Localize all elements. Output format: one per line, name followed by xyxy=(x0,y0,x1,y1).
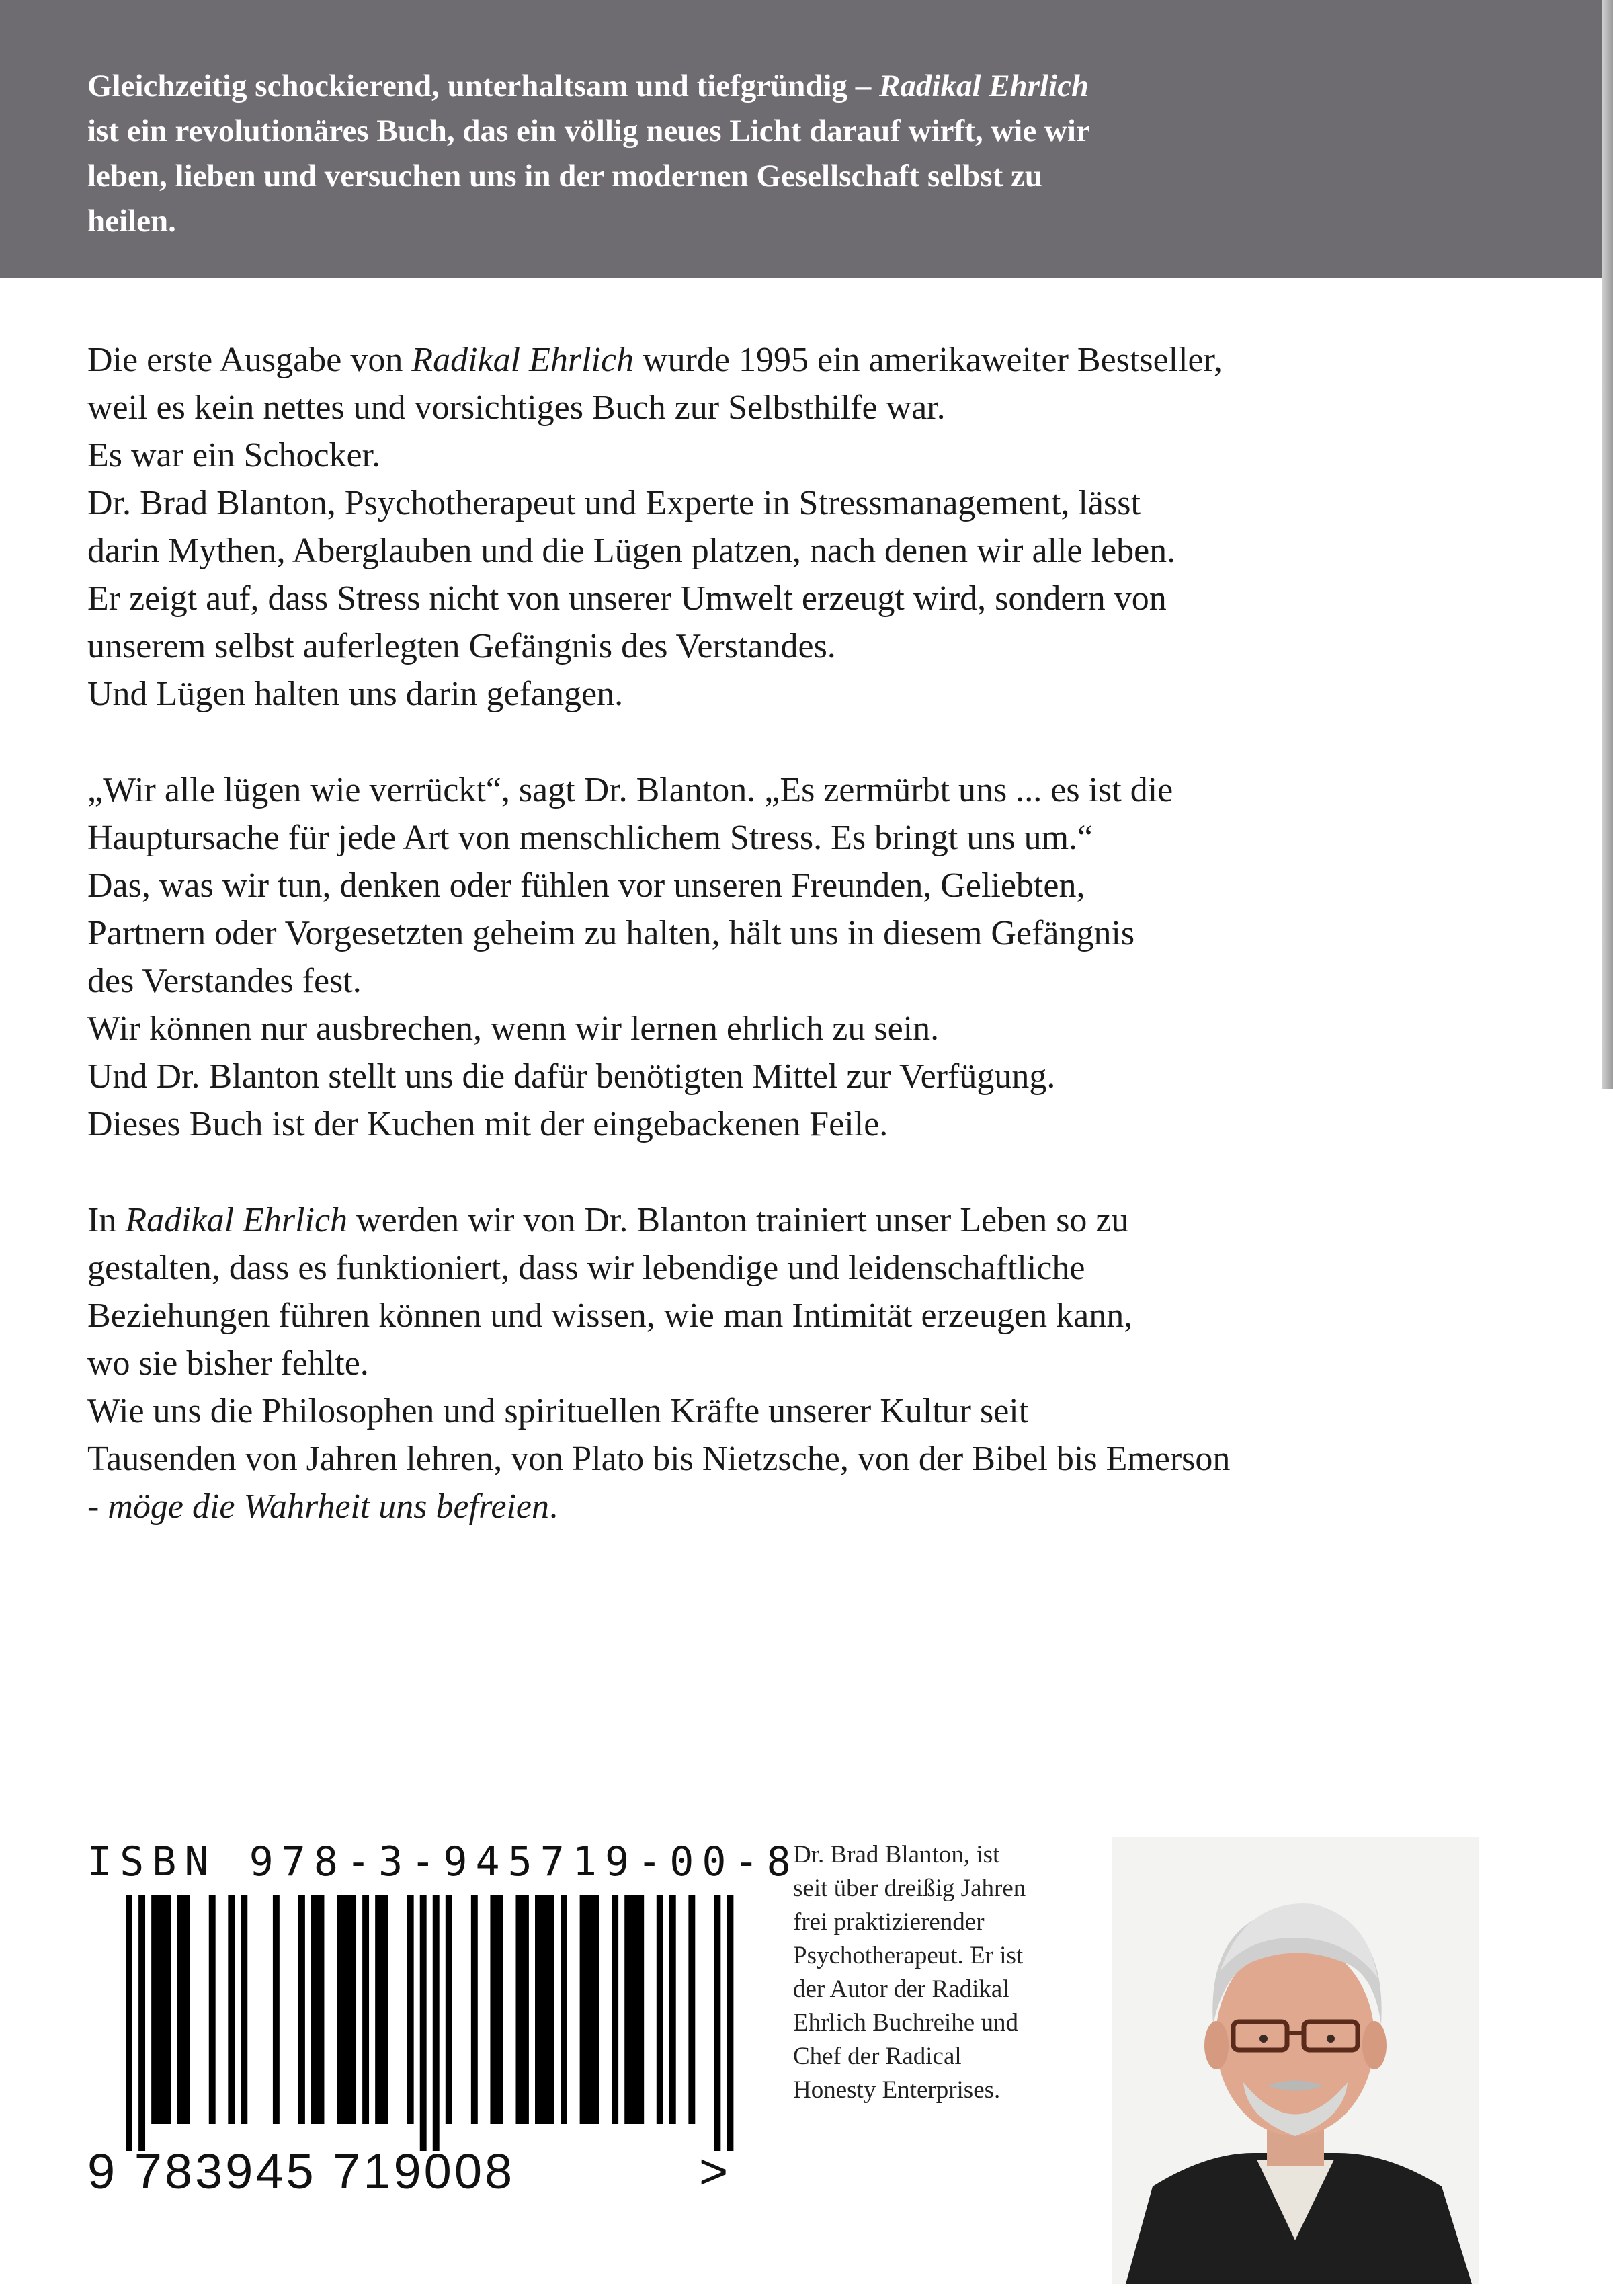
paragraph-3 xyxy=(87,1196,1553,1530)
barcode-bar xyxy=(298,1895,305,2124)
barcode-bar xyxy=(420,1895,427,2151)
paragraph-2 xyxy=(87,766,1553,1148)
barcode-bar xyxy=(158,1895,165,2124)
barcode-bar xyxy=(714,1895,720,2151)
body-line: Das, was wir tun, denken oder fühlen vor unseren Freunden, Geliebten, xyxy=(87,866,1085,905)
book-title-italic: Radikal Ehrlich xyxy=(879,69,1089,104)
barcode-bar xyxy=(637,1895,644,2124)
barcode-bar xyxy=(490,1895,497,2124)
body-line: Er zeigt auf, dass Stress nicht von unserer Umwelt erzeugt wird, sondern von xyxy=(87,579,1167,618)
barcode-bar xyxy=(727,1895,733,2151)
barcode-bar xyxy=(311,1895,318,2124)
barcode-bar xyxy=(318,1895,325,2124)
barcode-bar xyxy=(515,1895,522,2124)
back-cover-body xyxy=(87,336,1553,1579)
author-bio-line: Ehrlich Buchreihe und xyxy=(793,2009,1018,2037)
header-line-2: ist ein revolutionäres Buch, das ein völlig neues Licht darauf wirft, wie wir xyxy=(87,114,1090,149)
barcode-bar xyxy=(631,1895,638,2124)
closing-quote-italic: möge die Wahrheit uns befreien xyxy=(108,1487,549,1526)
book-title-italic: Radikal Ehrlich xyxy=(125,1201,348,1239)
barcode-bar xyxy=(535,1895,542,2124)
author-bio-line: frei praktizierender xyxy=(793,1908,985,1936)
barcode-bar xyxy=(126,1895,132,2151)
barcode-bar xyxy=(228,1895,235,2124)
body-line: Die erste Ausgabe von Radikal Ehrlich wurde 1995 ein amerikaweiter Bestseller, xyxy=(87,341,1223,379)
barcode-bar xyxy=(522,1895,529,2124)
header-line-4: heilen. xyxy=(87,204,176,239)
body-line: „Wir alle lügen wie verrückt“, sagt Dr. Blanton. „Es zermürbt uns ... es ist die xyxy=(87,771,1173,809)
barcode-bar xyxy=(382,1895,388,2124)
body-line: des Verstandes fest. xyxy=(87,962,362,1000)
barcode-bar xyxy=(542,1895,548,2124)
barcode-bar xyxy=(241,1895,247,2124)
barcode-bar xyxy=(669,1895,676,2124)
book-spine-edge xyxy=(1602,0,1613,1089)
barcode-bar xyxy=(433,1895,440,2151)
barcode-bar xyxy=(337,1895,343,2124)
barcode-bar xyxy=(586,1895,593,2124)
barcode-bar xyxy=(497,1895,503,2124)
header-blurb xyxy=(87,64,1515,244)
body-line: weil es kein nettes und vorsichtiges Buch zur Selbsthilfe war. xyxy=(87,388,946,427)
barcode-bar xyxy=(580,1895,587,2124)
isbn-label: ISBN 978-3-945719-00-8 xyxy=(87,1838,799,1885)
barcode-bar xyxy=(561,1895,567,2124)
barcode-bar xyxy=(407,1895,414,2124)
body-line: Und Lügen halten uns darin gefangen. xyxy=(87,675,624,713)
author-bio-line: Psychotherapeut. Er ist xyxy=(793,1942,1024,1969)
author-bio-line: seit über dreißig Jahren xyxy=(793,1875,1026,1902)
body-line: Hauptursache für jede Art von menschlichem Stress. Es bringt uns um.“ xyxy=(87,819,1093,857)
barcode-bar xyxy=(375,1895,382,2124)
barcode-bar xyxy=(138,1895,145,2151)
body-line: Wie uns die Philosophen und spirituellen Kräfte unserer Kultur seit xyxy=(87,1392,1029,1430)
body-line: Beziehungen führen können und wissen, wie man Intimität erzeugen kann, xyxy=(87,1297,1133,1335)
barcode-bar xyxy=(151,1895,158,2124)
body-line: Wir können nur ausbrechen, wenn wir lernen ehrlich zu sein. xyxy=(87,1010,940,1048)
author-bio-line: der Autor der Radikal xyxy=(793,1975,1009,2003)
barcode-bar xyxy=(471,1895,478,2124)
body-line: - möge die Wahrheit uns befreien. xyxy=(87,1487,558,1526)
author-portrait xyxy=(1112,1837,1479,2284)
body-line: Es war ein Schocker. xyxy=(87,436,381,475)
body-line: Dr. Brad Blanton, Psychotherapeut und Experte in Stressmanagement, lässt xyxy=(87,484,1141,522)
body-line: gestalten, dass es funktioniert, dass wir lebendige und leidenschaftliche xyxy=(87,1249,1085,1287)
header-line-3: leben, lieben und versuchen uns in der modernen Gesellschaft selbst zu xyxy=(87,159,1042,194)
barcode-bar xyxy=(593,1895,599,2124)
barcode-bar xyxy=(688,1895,695,2124)
author-bio xyxy=(793,1838,1116,2107)
body-line: darin Mythen, Aberglauben und die Lügen platzen, nach denen wir alle leben. xyxy=(87,532,1176,570)
barcode xyxy=(87,1895,746,2151)
body-line: Tausenden von Jahren lehren, von Plato bis Nietzsche, von der Bibel bis Emerson xyxy=(87,1440,1231,1478)
barcode-bar xyxy=(624,1895,631,2124)
body-line: Dieses Buch ist der Kuchen mit der eingebackenen Feile. xyxy=(87,1105,888,1143)
header-line-1: Gleichzeitig schockierend, unterhaltsam und tiefgründig – Radikal Ehrlich xyxy=(87,69,1089,104)
author-bio-line: Chef der Radical xyxy=(793,2043,962,2070)
barcode-bar xyxy=(343,1895,350,2124)
header-blurb-band xyxy=(0,0,1602,278)
barcode-bar xyxy=(209,1895,216,2124)
body-line: Und Dr. Blanton stellt uns die dafür benötigten Mittel zur Verfügung. xyxy=(87,1057,1056,1096)
barcode-quiet-zone-arrow: > xyxy=(699,2143,729,2199)
barcode-bar xyxy=(349,1895,356,2124)
barcode-bar xyxy=(657,1895,663,2124)
barcode-bar xyxy=(612,1895,618,2124)
barcode-bar xyxy=(177,1895,183,2124)
barcode-digits: 9 783945 719008 xyxy=(87,2143,515,2199)
body-line: In Radikal Ehrlich werden wir von Dr. Blanton trainiert unser Leben so zu xyxy=(87,1201,1129,1239)
paragraph-1 xyxy=(87,336,1553,718)
author-bio-line: Honesty Enterprises. xyxy=(793,2076,1001,2104)
author-portrait-illustration xyxy=(1112,1837,1479,2284)
body-line: Partnern oder Vorgesetzten geheim zu halten, hält uns in diesem Gefängnis xyxy=(87,914,1135,952)
barcode-bar xyxy=(548,1895,554,2124)
barcode-bar xyxy=(183,1895,190,2124)
book-title-italic: Radikal Ehrlich xyxy=(411,341,634,379)
barcode-bar xyxy=(164,1895,171,2124)
body-line: unserem selbst auferlegten Gefängnis des Verstandes. xyxy=(87,627,836,665)
author-bio-line: Dr. Brad Blanton, ist xyxy=(793,1841,1000,1869)
body-line: wo sie bisher fehlte. xyxy=(87,1344,369,1383)
barcode-bar xyxy=(362,1895,369,2124)
barcode-bar xyxy=(273,1895,280,2124)
barcode-bar xyxy=(446,1895,452,2124)
